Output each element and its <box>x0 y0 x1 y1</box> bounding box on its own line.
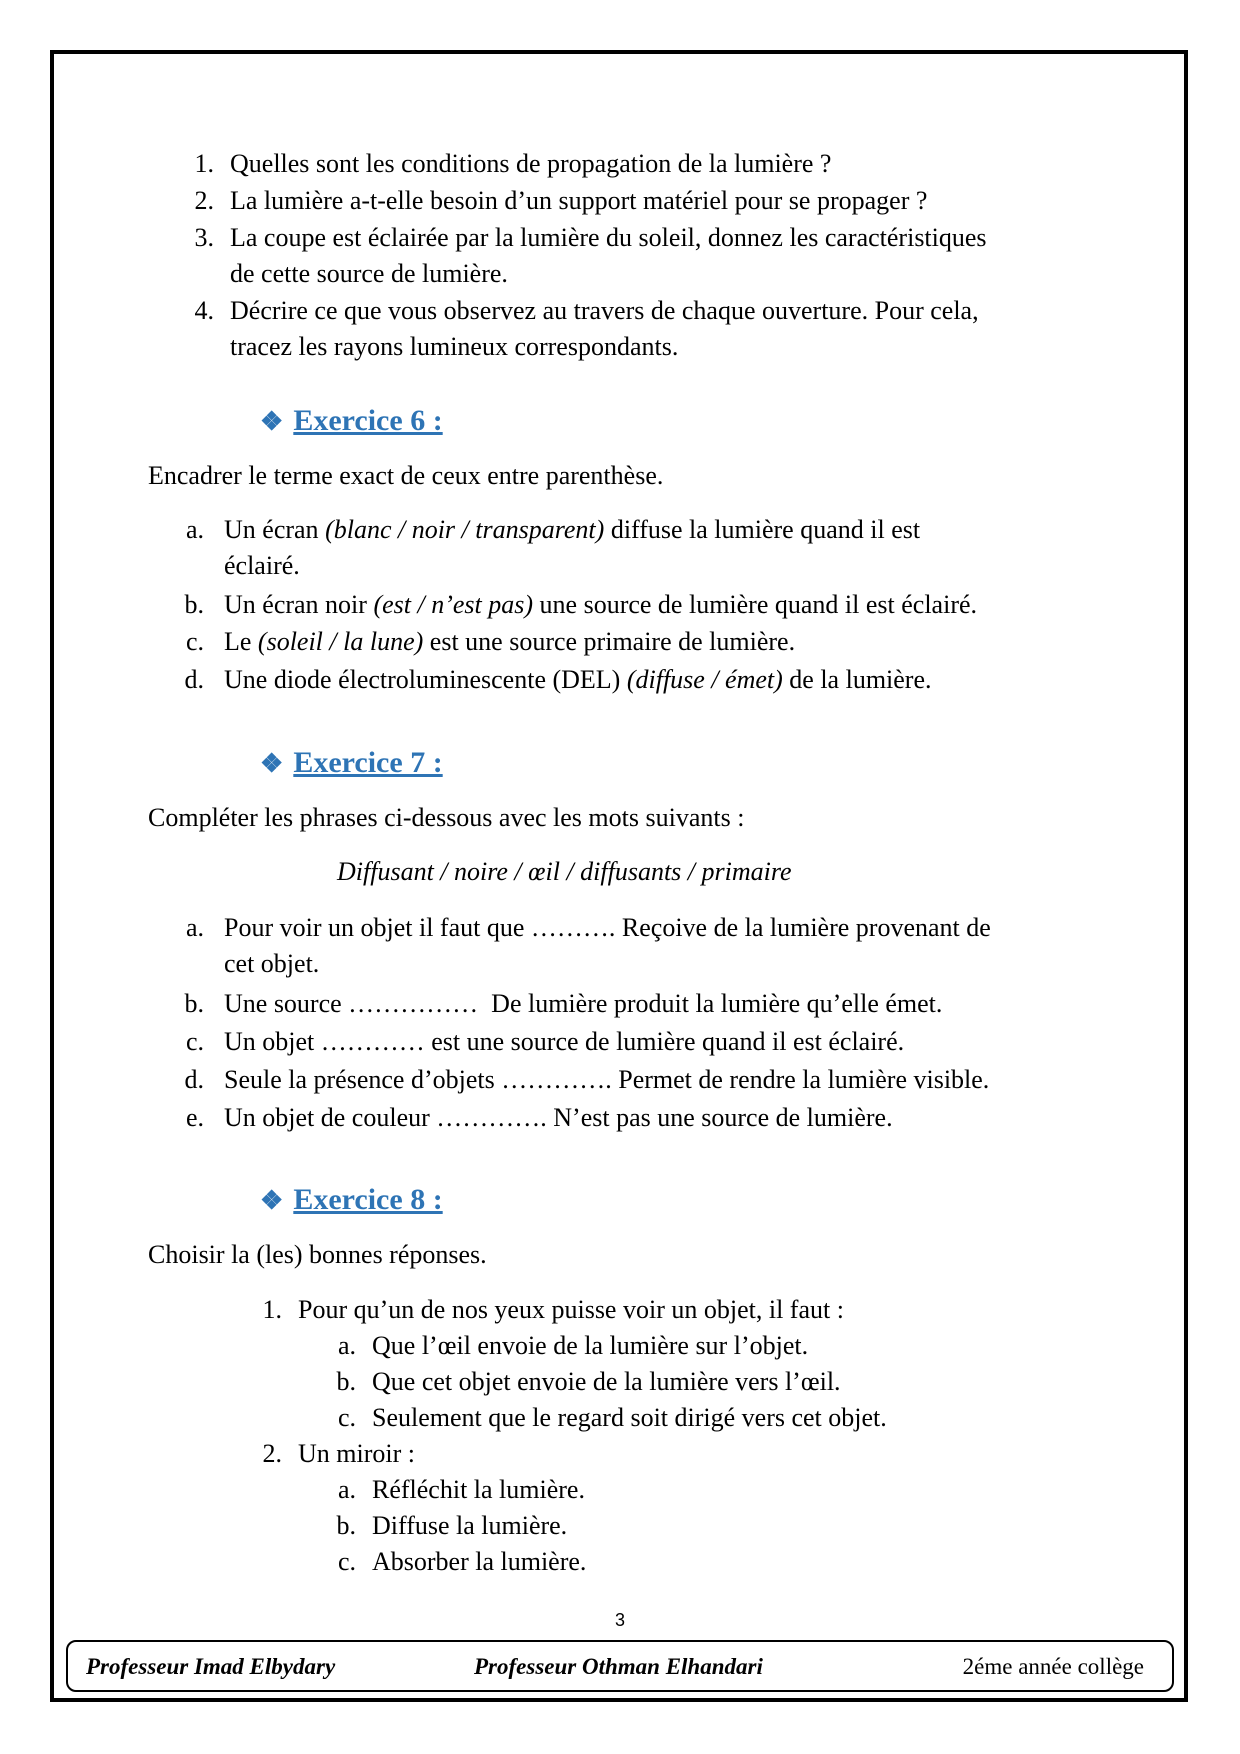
question-text: Un miroir : <box>298 1439 415 1468</box>
diamond-bullet-icon: ❖ <box>260 749 284 778</box>
exercise-7-item: Pour voir un objet il faut que ………. Reçoive de la lumière provenant de <box>224 913 991 942</box>
exercise-6-item: Une diode électroluminescente (DEL) (diffuse / émet) de la lumière. <box>224 665 932 694</box>
item-letter: c. <box>185 627 204 656</box>
option-text: Que l’œil envoie de la lumière sur l’objet. <box>372 1331 809 1360</box>
list-item: Décrire ce que vous observez au travers de chaque ouverture. Pour cela, <box>230 296 979 325</box>
list-item: Quelles sont les conditions de propagation de la lumière ? <box>230 149 832 178</box>
option-letter: a. <box>337 1475 356 1504</box>
exercise-6-instruction: Encadrer le terme exact de ceux entre parenthèse. <box>148 461 664 490</box>
exercise-7-heading <box>260 743 443 784</box>
item-letter: b. <box>184 989 204 1018</box>
exercise-7-item: Un objet de couleur …………. N’est pas une source de lumière. <box>224 1103 893 1132</box>
option-text: Réfléchit la lumière. <box>372 1475 585 1504</box>
list-number: 1. <box>194 149 214 178</box>
exercise-6-item: Un écran (blanc / noir / transparent) diffuse la lumière quand il est <box>224 515 921 544</box>
list-item-continued: tracez les rayons lumineux correspondants. <box>230 332 679 361</box>
exercise-8-instruction: Choisir la (les) bonnes réponses. <box>148 1240 487 1269</box>
item-letter: a. <box>185 913 204 942</box>
option-letter: a. <box>337 1331 356 1360</box>
exercise-7-item: Un objet ………… est une source de lumière quand il est éclairé. <box>224 1027 905 1056</box>
item-letter: d. <box>184 1065 204 1094</box>
list-item-continued: de cette source de lumière. <box>230 259 508 288</box>
exercise-6-item: Le (soleil / la lune) est une source primaire de lumière. <box>224 627 796 656</box>
diamond-bullet-icon: ❖ <box>260 407 284 436</box>
word-bank: Diffusant / noire / œil / diffusants / primaire <box>337 857 792 886</box>
exercise-title: Exercice 7 : <box>293 746 443 779</box>
exercise-7-instruction: Compléter les phrases ci-dessous avec les mots suivants : <box>148 803 745 832</box>
exercise-title: Exercice 8 : <box>293 1183 443 1216</box>
footer-author-left: Professeur Imad Elbydary <box>86 1654 336 1679</box>
list-number: 4. <box>194 296 214 325</box>
exercise-6-item: Un écran noir (est / n’est pas) une source de lumière quand il est éclairé. <box>224 590 978 619</box>
item-letter: a. <box>185 515 204 544</box>
exercise-title: Exercice 6 : <box>293 404 443 437</box>
item-letter: d. <box>184 665 204 694</box>
item-letter: b. <box>184 590 204 619</box>
page-number: 3 <box>614 1610 625 1630</box>
option-letter: c. <box>337 1403 356 1432</box>
option-text: Absorber la lumière. <box>372 1547 587 1576</box>
option-text: Que cet objet envoie de la lumière vers l’œil. <box>372 1367 841 1396</box>
question-text: Pour qu’un de nos yeux puisse voir un objet, il faut : <box>298 1295 844 1324</box>
exercise-8-heading <box>260 1180 443 1221</box>
footer-author-center: Professeur Othman Elhandari <box>474 1654 763 1679</box>
option-text: Seulement que le regard soit dirigé vers cet objet. <box>372 1403 887 1432</box>
exercise-7-item: Seule la présence d’objets …………. Permet de rendre la lumière visible. <box>224 1065 990 1094</box>
list-item: La coupe est éclairée par la lumière du soleil, donnez les caractéristiques <box>230 223 987 252</box>
footer-grade: 2éme année collège <box>962 1654 1144 1679</box>
option-letter: c. <box>337 1547 356 1576</box>
item-letter: e. <box>185 1103 204 1132</box>
option-letter: b. <box>336 1511 356 1540</box>
exercise-6-item-continued: éclairé. <box>224 551 300 580</box>
list-number: 3. <box>194 223 214 252</box>
option-letter: b. <box>336 1367 356 1396</box>
footer <box>66 1640 1174 1692</box>
list-number: 2. <box>194 186 214 215</box>
question-number: 2. <box>262 1439 282 1468</box>
question-number: 1. <box>262 1295 282 1324</box>
exercise-6-heading <box>260 401 443 442</box>
list-item: La lumière a-t-elle besoin d’un support matériel pour se propager ? <box>230 186 928 215</box>
exercise-7-item-continued: cet objet. <box>224 949 320 978</box>
item-letter: c. <box>185 1027 204 1056</box>
exercise-7-item: Une source …………… De lumière produit la lumière qu’elle émet. <box>224 989 943 1018</box>
diamond-bullet-icon: ❖ <box>260 1186 284 1215</box>
option-text: Diffuse la lumière. <box>372 1511 568 1540</box>
